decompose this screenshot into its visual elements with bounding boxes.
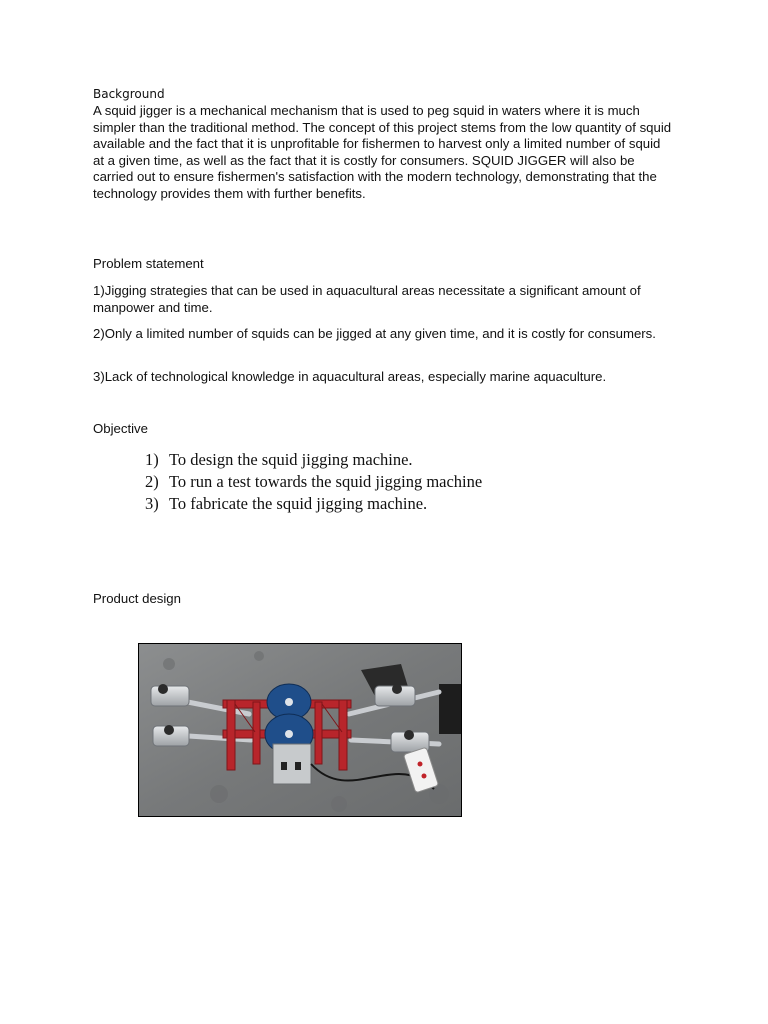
product-photo <box>138 643 462 817</box>
objective-number: 2) <box>145 472 159 491</box>
product-design-heading: Product design <box>93 591 181 606</box>
objective-item <box>145 471 482 493</box>
objective-text: To fabricate the squid jigging machine. <box>169 494 428 513</box>
objective-heading: Objective <box>93 421 148 436</box>
problem-statement-heading: Problem statement <box>93 256 204 271</box>
objective-text: To run a test towards the squid jigging machine <box>169 472 483 491</box>
objective-text: To design the squid jigging machine. <box>169 450 413 469</box>
objective-number: 3) <box>145 494 159 513</box>
background-heading: Background <box>93 87 165 101</box>
squid-jigger-illustration <box>139 644 461 816</box>
problem-item-2: 2)Only a limited number of squids can be jigged at any given time, and it is costly for consumers. <box>93 326 656 341</box>
objective-list <box>145 449 482 515</box>
background-paragraph: A squid jigger is a mechanical mechanism that is used to peg squid in waters where it is much simpler than the traditional method. The concept of this project stems from the low quantity of squid available and the fact that it is unprofitable for fishermen to harvest only a limited number of squid at a given time, as well as the fact that it is costly for consumers. SQUID JIGGER will also be carried out to ensure fishermen's satisfaction with the modern technology, demonstrating that the technology provides them with further benefits. <box>93 103 672 201</box>
problem-item-3: 3)Lack of technological knowledge in aquacultural areas, especially marine aquaculture. <box>93 369 607 384</box>
problem-item-1: 1)Jigging strategies that can be used in aquacultural areas necessitate a significant amount of manpower and time. <box>93 283 641 315</box>
objective-item <box>145 449 482 471</box>
objective-item <box>145 493 482 515</box>
objective-number: 1) <box>145 450 159 469</box>
